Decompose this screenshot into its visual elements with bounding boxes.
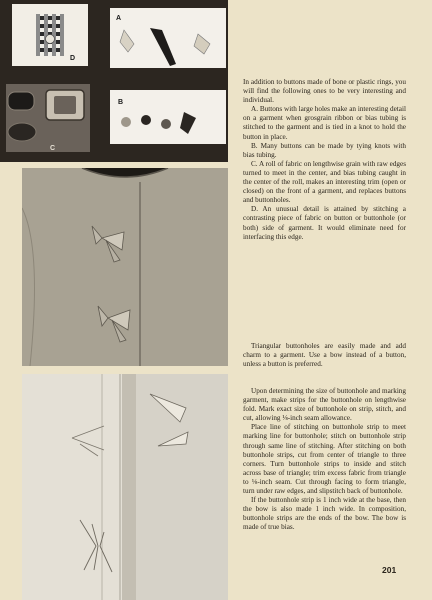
item-a-paragraph: A. Buttons with large holes make an interesting detail on a garment when grosgrain ribbon or bias tubing is stitched to the garment and is tied in a knot to hold the button in place. (243, 105, 406, 141)
triangle-caption: Triangular buttonholes are easily made and add charm to a garment. Use a bow instead of a button, unless a button is preferred. (243, 342, 406, 369)
photo-buttonhole-strips (22, 374, 228, 600)
item-b-paragraph: B. Many buttons can be made by tying knots with bias tubing. (243, 141, 406, 159)
instructions-block (243, 387, 406, 533)
instruction-paragraph-1: Upon determining the size of buttonhole and marking garment, make strips for the buttonhole on lengthwise fold. Mark exact size of buttonhole on strip, stitch, and cut, allowing ⅛-inch seam allowance. (243, 387, 406, 423)
button-samples-illustration (0, 0, 228, 162)
page-number: 201 (382, 565, 397, 575)
label-b: B (118, 99, 124, 106)
swatch-c (6, 84, 90, 152)
swatch-b (110, 90, 226, 144)
instruction-paragraph-2: Place line of stitching on buttonhole strip to meet marking line for buttonhole; stitch on buttonhole strip through same line of stitching. After stitching on both buttonhole strips, cut from center of triangle to three corners. Turn buttonhole strips to inside and stitch across base of triangle; trim excess fabric from triangle to ⅛-inch seam. Cut through facing to form triangle, turn under raw edges, and slipstitch back of buttonhole. (243, 423, 406, 496)
swatch-a (110, 8, 226, 68)
swatch-d (12, 4, 88, 66)
instruction-paragraph-3: If the buttonhole strip is 1 inch wide at the base, then the bow is also made 1 inch wide. In composition, buttonhole strips are the ends of the bow. The bow is made of true bias. (243, 496, 406, 532)
photo-garment-bows (22, 168, 228, 366)
photo-button-samples (0, 0, 228, 162)
label-d: D (70, 55, 76, 62)
garment-bows-illustration (22, 168, 228, 366)
intro-text-block (243, 78, 406, 242)
buttonhole-strips-illustration (22, 374, 228, 600)
intro-paragraph: In addition to buttons made of bone or plastic rings, you will find the following ones to be very interesting and individual. (243, 78, 406, 105)
label-a: A (116, 15, 122, 22)
label-c: C (50, 145, 56, 152)
item-d-paragraph: D. An unusual detail is attained by stitching a contrasting piece of fabric on button or buttonhole (or both) side of garment. It would eliminate need for interfacing this edge. (243, 205, 406, 241)
item-c-paragraph: C. A roll of fabric on lengthwise grain with raw edges turned to meet in the center, and bias tubing caught in the center of the roll, makes an interesting trim (open or closed) on the front of a garment, and replaces buttons and buttonholes. (243, 159, 406, 205)
triangle-caption-block (243, 342, 406, 369)
